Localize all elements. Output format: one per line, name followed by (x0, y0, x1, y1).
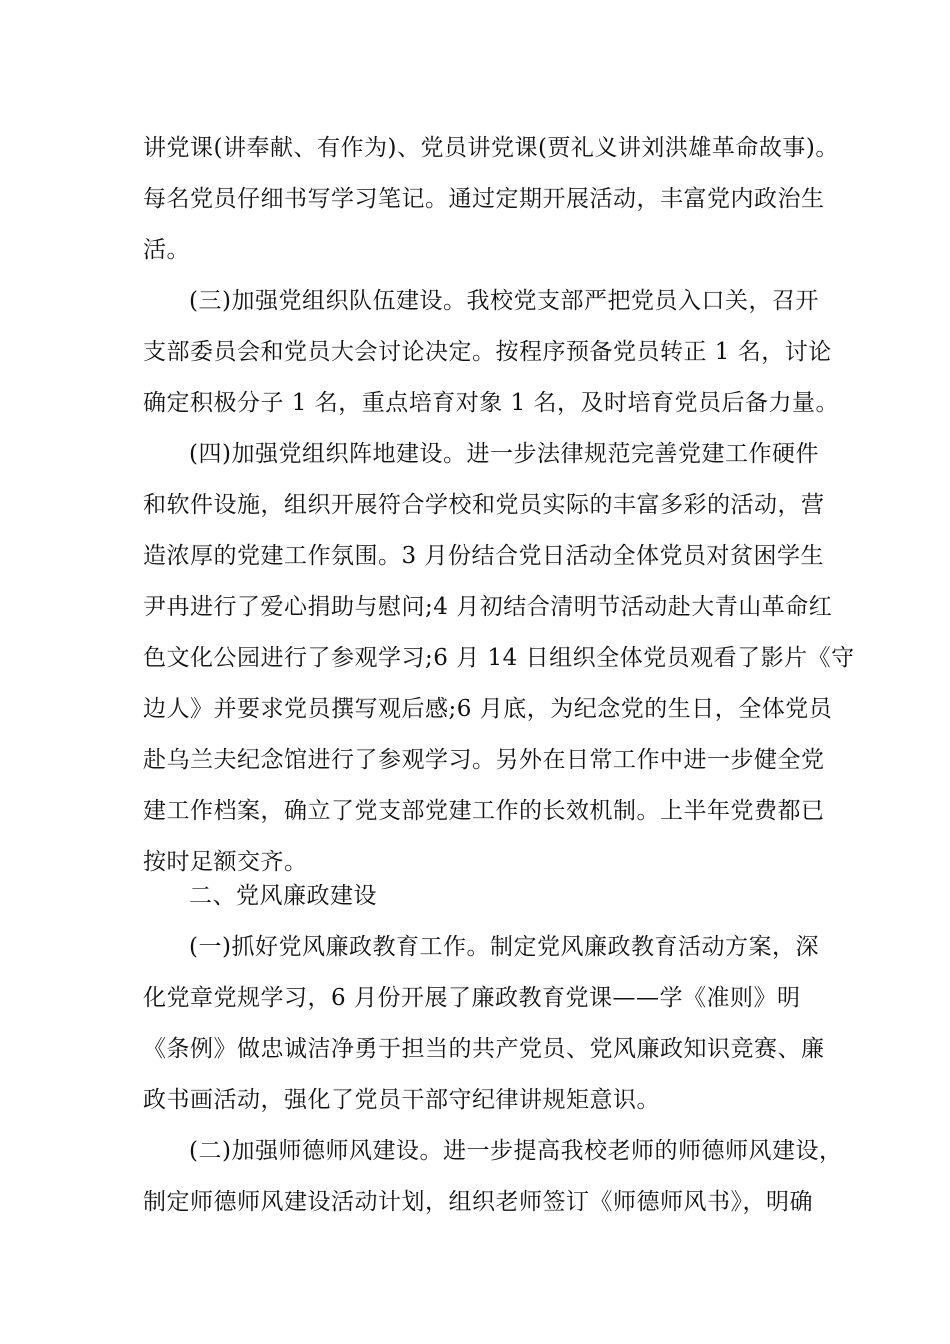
text-line: (二)加强师德师风建设。进一步提高我校老师的师德师风建设， (189, 1138, 843, 1164)
text-line: 《条例》做忠诚洁净勇于担当的共产党员、党风廉政知识竞赛、廉 (143, 1036, 825, 1062)
text-line: (三)加强党组织队伍建设。我校党支部严把党员入口关，召开 (189, 288, 819, 314)
text-line: (一)抓好党风廉政教育工作。制定党风廉政教育活动方案，深 (189, 934, 819, 960)
text-line: 确定积极分子 1 名，重点培育对象 1 名，及时培育党员后备力量。 (143, 390, 840, 416)
text-line: 按时足额交齐。 (143, 849, 308, 875)
text-line: 政书画活动，强化了党员干部守纪律讲规矩意识。 (143, 1087, 660, 1113)
text-line: 色文化公园进行了参观学习;6 月 14 日组织全体党员观看了影片《守 (143, 645, 855, 671)
section-heading: 二、党风廉政建设 (189, 883, 377, 909)
text-line: 讲党课(讲奉献、有作为)、党员讲党课(贾礼义讲刘洪雄革命故事)。 (143, 135, 839, 161)
text-line: 每名党员仔细书写学习笔记。通过定期开展活动，丰富党内政治生 (143, 186, 825, 212)
text-line: 尹冉进行了爱心捐助与慰问;4 月初结合清明节活动赴大青山革命红 (143, 594, 833, 620)
text-line: 赴乌兰夫纪念馆进行了参观学习。另外在日常工作中进一步健全党 (143, 747, 825, 773)
text-line: 化党章党规学习，6 月份开展了廉政教育党课——学《准则》明 (143, 985, 801, 1011)
text-line: 建工作档案，确立了党支部党建工作的长效机制。上半年党费都已 (143, 798, 825, 824)
text-line: 造浓厚的党建工作氛围。3 月份结合党日活动全体党员对贫困学生 (143, 543, 824, 569)
text-line: 边人》并要求党员撰写观后感;6 月底，为纪念党的生日，全体党员 (143, 696, 833, 722)
text-line: (四)加强党组织阵地建设。进一步法律规范完善党建工作硬件 (189, 441, 819, 467)
text-line: 制定师德师风建设活动计划，组织老师签订《师德师风书》，明确 (143, 1189, 813, 1215)
text-line: 支部委员会和党员大会讨论决定。按程序预备党员转正 1 名，讨论 (143, 339, 832, 365)
text-line: 活。 (143, 237, 190, 263)
text-line: 和软件设施，组织开展符合学校和党员实际的丰富多彩的活动，营 (143, 492, 825, 518)
